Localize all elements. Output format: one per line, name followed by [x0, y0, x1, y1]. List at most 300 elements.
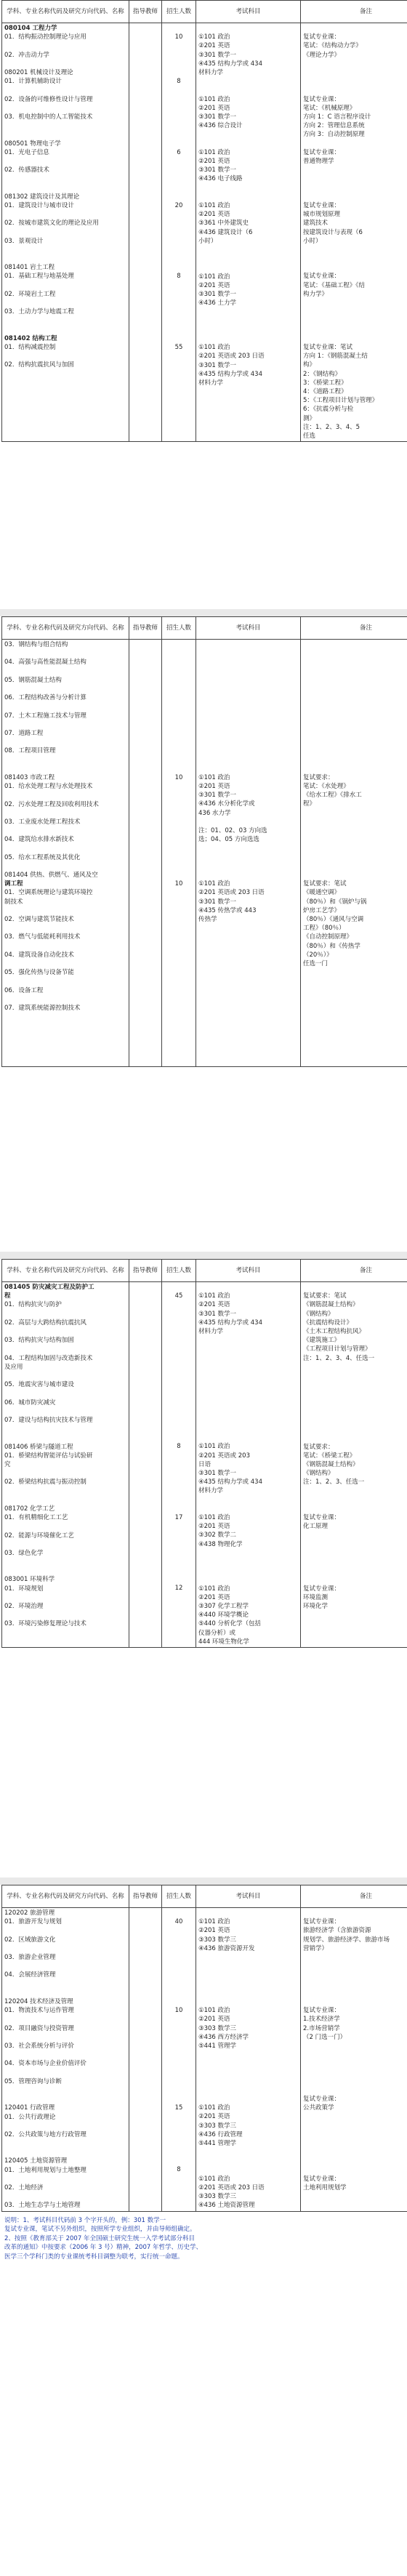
cell-line [164, 1433, 193, 1442]
cell-line [164, 1300, 193, 1309]
cell-line [303, 1425, 407, 1433]
cell-line [303, 871, 407, 880]
cell-line [4, 1522, 126, 1531]
quota-cell [162, 1908, 196, 2212]
cell-line [198, 640, 298, 649]
cell-line [303, 1372, 407, 1380]
cell-line: 笔试：《基础工程》《结 [303, 281, 366, 289]
cell-line [164, 113, 193, 121]
cell-line [164, 1944, 193, 1953]
quota-cell [162, 23, 196, 442]
cell-line [198, 2095, 298, 2104]
cell-line: 复试专业课： [303, 148, 341, 156]
cell-line [4, 1558, 126, 1566]
cell-line: 02．冲击动力学 [4, 51, 49, 59]
cell-line [303, 809, 407, 818]
cell-line: ④435 结构力学或 434 [198, 1478, 262, 1486]
cell-line [198, 693, 298, 702]
cell-line: 04．资本市场与企业价值评价 [4, 2060, 86, 2068]
cell-line: ④436 水分析化学或 [198, 800, 255, 808]
cell-line [4, 104, 126, 113]
col-header-discipline: 学科、专业名称代码及研究方向代码、名称 [2, 1260, 129, 1282]
cell-line: ①101 政治 [198, 273, 230, 281]
cell-line: ③301 数学一 [198, 898, 237, 906]
cell-line [4, 1980, 126, 1989]
cell-line: 10 [174, 33, 183, 41]
cell-line [303, 1283, 407, 1292]
cell-line [164, 210, 193, 219]
cell-line [4, 2033, 126, 2042]
cell-line [303, 77, 407, 86]
cell-line [4, 2175, 126, 2183]
cell-line [303, 174, 407, 183]
cell-line [198, 307, 298, 316]
col-header-discipline: 学科、专业名称代码及研究方向代码、名称 [2, 1, 129, 23]
cell-line [198, 317, 298, 326]
cell-line [303, 649, 407, 658]
cell-line [303, 1363, 407, 1372]
discipline-cell [2, 1908, 129, 2212]
cell-line [164, 2130, 193, 2139]
cell-line [303, 2157, 407, 2165]
cell-line: 注：1、2、3、4、5 [303, 423, 360, 431]
cell-line: 04．建筑设备自动化技术 [4, 951, 74, 959]
cell-line [198, 2166, 298, 2175]
cell-line: ④436 旅游资源开发 [198, 1944, 255, 1952]
cell-line [164, 1971, 193, 1979]
cell-line: ②201 英语 [198, 211, 230, 219]
cell-line [303, 1962, 407, 1971]
cell-line [4, 1372, 126, 1380]
discipline-cell [2, 23, 129, 442]
cell-line: ④436 西方经济学 [198, 2033, 249, 2041]
cell-line [303, 1398, 407, 1407]
cell-line: 02．污水处理工程及回收利用技术 [4, 800, 99, 808]
cell-line: 17 [174, 1513, 183, 1521]
cell-line [164, 1039, 193, 1047]
col-header-advisor: 指导教师 [129, 1260, 162, 1282]
cell-line [4, 86, 126, 94]
cell-line [303, 640, 407, 649]
cell-line [164, 738, 193, 746]
cell-line [198, 1398, 298, 1407]
cell-line [198, 193, 298, 201]
cell-line: 03．社会系统分析与评价 [4, 2042, 74, 2050]
cell-line: 081403 市政工程 [4, 773, 55, 781]
cell-line [198, 2077, 298, 2086]
cell-line: 复试专业课： [303, 95, 341, 103]
cell-line [198, 2148, 298, 2157]
col-header-exam: 考试科目 [196, 617, 301, 640]
cell-line: 120405 土地资源管理 [4, 2157, 68, 2165]
cell-line [303, 818, 407, 826]
cell-line: 55 [174, 343, 183, 351]
cell-line [164, 1496, 193, 1505]
cell-line [164, 1004, 193, 1013]
cell-line [303, 755, 407, 764]
cell-line: 2：《钢结构》 [303, 370, 342, 378]
cell-line [4, 299, 126, 307]
cell-line: 复试要求： [303, 1443, 334, 1451]
cell-line [303, 676, 407, 685]
cell-line [198, 729, 298, 738]
cell-line [198, 184, 298, 193]
cell-line [164, 2050, 193, 2059]
cell-line: 120401 行政管理 [4, 2104, 55, 2112]
cell-line [303, 658, 407, 667]
cell-line [4, 246, 126, 254]
cell-line [164, 1575, 193, 1584]
cell-line: 12 [174, 1585, 183, 1593]
cell-line: ④436 综合设计 [198, 122, 243, 130]
cell-line: 45 [174, 1292, 183, 1300]
cell-line [198, 1389, 298, 1398]
cell-line [4, 685, 126, 693]
cell-line [4, 1389, 126, 1398]
cell-line [4, 702, 126, 711]
cell-line [198, 871, 298, 880]
cell-line: 《钢结构》 [303, 1470, 334, 1478]
cell-line: 01．环境规划 [4, 1585, 44, 1593]
cell-line: 复试专业课： [303, 1585, 341, 1593]
cell-line [198, 2157, 298, 2165]
cell-line [4, 1611, 126, 1619]
cell-line: 材料力学 [198, 69, 224, 76]
cell-line: 02．传感器技术 [4, 166, 49, 174]
col-header-remarks: 备注 [301, 1, 407, 23]
col-header-advisor: 指导教师 [129, 617, 162, 640]
cell-line: ④435 结构力学或 434 [198, 370, 262, 378]
cell-line: ①101 政治 [198, 2175, 230, 2183]
cell-line [164, 334, 193, 343]
cell-line [164, 193, 193, 201]
cell-line: 规划学、旅游经济学、旅游市场 [303, 1936, 390, 1944]
cell-line: 复试要求： [303, 773, 334, 781]
footnote [0, 2212, 407, 2262]
cell-line: 4：《道路工程》 [303, 388, 347, 396]
exam-cell [196, 640, 301, 1067]
cell-line [303, 1496, 407, 1505]
cell-line [164, 986, 193, 994]
cell-line [4, 1327, 126, 1336]
cell-line [303, 2059, 407, 2068]
cell-line [4, 2069, 126, 2077]
cell-line [198, 862, 298, 871]
cell-line [198, 702, 298, 711]
cell-line [4, 157, 126, 166]
cell-line: 07．道路工程 [4, 729, 44, 737]
cell-line [164, 959, 193, 968]
cell-line [164, 1469, 193, 1478]
table-page-1 [0, 0, 407, 616]
cell-line [164, 1936, 193, 1944]
cell-line [164, 95, 193, 104]
cell-line [303, 1389, 407, 1398]
cell-line: 小时） [303, 237, 322, 245]
cell-line [164, 1021, 193, 1030]
cell-line [164, 871, 193, 880]
cell-line: 化工原理 [303, 1523, 329, 1531]
cell-line [198, 1345, 298, 1353]
cell-line [303, 1971, 407, 1979]
cell-line [4, 2086, 126, 2095]
cell-line: 笔试：《机械原理》 [303, 104, 356, 112]
cell-line [4, 765, 126, 773]
cell-line [164, 2068, 193, 2077]
col-header-remarks: 备注 [301, 617, 407, 640]
cell-line [4, 41, 126, 50]
col-header-quota: 招生人数 [162, 617, 196, 640]
cell-line [164, 968, 193, 977]
cell-line: 03．钢结构与组合结构 [4, 641, 68, 648]
cell-line: 07．建设与结构抗灾技术与管理 [4, 1416, 93, 1424]
cell-line: 03．绿色化学 [4, 1549, 44, 1557]
cell-line: 笔试：《结构动力学》 [303, 42, 362, 50]
cell-line: 120204 技术经济及管理 [4, 1997, 73, 2005]
cell-line [164, 1505, 193, 1513]
cell-line [4, 2015, 126, 2024]
cell-line [164, 818, 193, 826]
cell-line: 3：《桥梁工程》 [303, 379, 347, 387]
cell-line [164, 2024, 193, 2032]
cell-line [198, 1575, 298, 1584]
cell-line [198, 1433, 298, 1442]
cell-line: 土地利用规划学 [303, 2183, 347, 2191]
cell-line: 08．工程项目管理 [4, 747, 56, 755]
cell-line [4, 845, 126, 853]
cell-line [164, 1522, 193, 1531]
cell-line [198, 1971, 298, 1979]
cell-line [4, 862, 126, 871]
cell-line: 081302 建筑设计及其理论 [4, 193, 80, 201]
cell-line: 15 [174, 2104, 183, 2112]
cell-line [164, 1030, 193, 1039]
col-header-remarks: 备注 [301, 1260, 407, 1282]
cell-line: 02．按城市建筑文化的理论及应用 [4, 220, 99, 228]
cell-line: 01．桥梁结构智能评估与试验研 [4, 1452, 93, 1460]
cell-line [198, 1380, 298, 1389]
cell-line [4, 254, 126, 263]
cell-line: 程》 [303, 800, 316, 808]
cell-line [303, 1531, 407, 1539]
exam-cell [196, 23, 301, 442]
cell-line [164, 933, 193, 941]
cell-line: ②201 英语 [198, 1523, 230, 1531]
cell-line: 03．旅游企业管理 [4, 1953, 56, 1961]
cell-line: ③303 数学三 [198, 2122, 237, 2130]
cell-line [164, 2122, 193, 2130]
cell-line: ②201 英语 [198, 2016, 230, 2024]
cell-line: 06．设备工程 [4, 986, 44, 994]
cell-line: ④435 结构力学或 434 [198, 1319, 262, 1327]
cell-line [164, 2077, 193, 2086]
cell-line: 复试要求：笔试 [303, 1292, 347, 1300]
cell-line: 02．环境岩土工程 [4, 290, 56, 298]
cell-line [4, 281, 126, 290]
cell-line [303, 166, 407, 174]
cell-line [164, 1962, 193, 1971]
cell-line [164, 1398, 193, 1406]
footnote-line: 说明：1、考试科目代码前 3 个字开头的，例：301 数学一 [4, 2216, 166, 2224]
quota-cell [162, 640, 196, 1067]
cell-line [164, 658, 193, 667]
cell-line: 按建筑设计与表现（6 [303, 228, 363, 236]
cell-line [164, 86, 193, 94]
cell-line [164, 853, 193, 862]
cell-line [164, 676, 193, 685]
cell-line [198, 818, 298, 826]
cell-line: 构力学》 [303, 290, 329, 298]
cell-line [4, 1944, 126, 1953]
cell-line [303, 2042, 407, 2050]
cell-line [164, 800, 193, 808]
cell-line: 081404 供热、供燃气、通风及空 [4, 872, 98, 880]
cell-line [164, 68, 193, 77]
cell-line: 04．会展经济管理 [4, 1971, 56, 1979]
cell-line [164, 1336, 193, 1345]
cell-line: ⑤441 管理学 [198, 2042, 237, 2050]
cell-line [198, 649, 298, 658]
cell-line [164, 995, 193, 1004]
cell-line: 10 [174, 2007, 183, 2015]
col-header-remarks: 备注 [301, 1885, 407, 1908]
cell-line [164, 1319, 193, 1327]
cell-line [198, 1496, 298, 1505]
table-row [2, 640, 407, 1067]
cell-line [303, 862, 407, 871]
cell-line: ④438 物理化学 [198, 1540, 243, 1548]
cell-line: 测》 [303, 414, 316, 422]
cell-line [303, 334, 407, 343]
cell-line: 080104 工程力学 [4, 25, 57, 32]
cell-line: ③361 中外建筑史 [198, 220, 249, 228]
cell-line [164, 1460, 193, 1469]
cell-line: 080201 机械设计及理论 [4, 68, 73, 76]
cell-line [4, 326, 126, 334]
cell-line [303, 263, 407, 272]
cell-line: 07．建筑系统能源控制技术 [4, 1005, 81, 1013]
cell-line [303, 24, 407, 33]
cell-line: 8 [177, 2166, 181, 2174]
cell-line: ③301 数学一 [198, 1310, 237, 1318]
cell-line [164, 299, 193, 307]
cell-line: 05．给水工程系统及其优化 [4, 853, 81, 861]
cell-line [4, 1310, 126, 1319]
cell-line [164, 1558, 193, 1566]
advisor-cell [129, 640, 162, 1067]
cell-line [164, 2112, 193, 2121]
cell-line [303, 1953, 407, 1962]
cell-line: 普通物理学 [303, 157, 334, 165]
cell-line [198, 1416, 298, 1425]
col-header-quota: 招生人数 [162, 1885, 196, 1908]
cell-line [198, 765, 298, 773]
cell-line [198, 334, 298, 343]
col-header-exam: 考试科目 [196, 1885, 301, 1908]
cell-line [4, 1425, 126, 1433]
cell-line [198, 746, 298, 755]
cell-line: （20％）》 [303, 951, 333, 959]
cell-line: 传热学 [198, 915, 217, 923]
cell-line: 复试专业课： [303, 1918, 341, 1926]
cell-line [4, 738, 126, 746]
cell-line [164, 1327, 193, 1336]
cell-line [164, 139, 193, 148]
cell-line: 10 [174, 880, 183, 888]
cell-line [164, 1380, 193, 1389]
cell-line [303, 2122, 407, 2130]
cell-line: 02．空调与建筑节能技术 [4, 916, 74, 924]
cell-line [303, 193, 407, 201]
cell-line: 02．环境治理 [4, 1603, 44, 1611]
remarks-cell [301, 1908, 407, 2212]
cell-line: 注：1、2、3、4、任选一 [303, 1354, 375, 1362]
cell-line: ③301 数学一 [198, 290, 237, 298]
cell-line: 8 [177, 1443, 181, 1451]
cell-line: 8 [177, 273, 181, 281]
cell-line: 120202 旅游管理 [4, 1909, 55, 1917]
cell-line [198, 667, 298, 676]
cell-line [303, 1980, 407, 1989]
cell-line [198, 77, 298, 86]
cell-line [164, 1539, 193, 1548]
cell-line: 01．旅游开发与规划 [4, 1918, 62, 1926]
cell-line: ①101 政治 [198, 148, 230, 156]
cell-line [303, 1540, 407, 1549]
cell-line: 03．土动力学与地震工程 [4, 308, 74, 316]
cell-line: 注：1、2、3、任选一 [303, 1478, 365, 1486]
cell-line: 制技术 [4, 898, 23, 906]
cell-line: ④435 传热学或 443 [198, 906, 257, 914]
cell-line [164, 888, 193, 897]
cell-line [198, 1558, 298, 1566]
cell-line [198, 1909, 298, 1917]
cell-line [4, 1487, 126, 1496]
cell-line [4, 809, 126, 818]
cell-line [164, 906, 193, 915]
cell-line [164, 951, 193, 959]
cell-line [4, 228, 126, 237]
cell-line [164, 1425, 193, 1433]
cell-line [164, 51, 193, 60]
cell-line: 及应用 [4, 1363, 23, 1371]
cell-line [164, 166, 193, 174]
cell-line [164, 782, 193, 791]
cell-line [198, 2086, 298, 2095]
cell-line [164, 237, 193, 246]
cell-line: 02．土地经济 [4, 2184, 44, 2192]
cell-line: ④436 土力学 [198, 299, 237, 307]
cell-line: （2 门选一门） [303, 2033, 347, 2041]
cell-line: 《钢筋混凝土结构》 [303, 1301, 359, 1309]
cell-line [164, 915, 193, 924]
cell-line: 40 [174, 1918, 183, 1926]
cell-line: 01．空调系统理论与建筑环境控 [4, 889, 93, 897]
cell-line: 旅游经济学（含旅游资源 [303, 1927, 371, 1935]
cell-line [303, 1989, 407, 1997]
cell-line: 03．土地生态学与土地管理 [4, 2202, 81, 2210]
cell-line [303, 1575, 407, 1584]
col-header-advisor: 指导教师 [129, 1, 162, 23]
cell-line: ①101 政治 [198, 1292, 230, 1300]
cell-line [198, 1549, 298, 1558]
cell-line [303, 184, 407, 193]
cell-line: 081702 化学工艺 [4, 1505, 55, 1513]
cell-line [164, 2015, 193, 2024]
cell-line: ②201 英语或 203 [198, 1452, 250, 1460]
cell-line: （80％）和《传热学 [303, 942, 360, 950]
cell-line [164, 640, 193, 649]
